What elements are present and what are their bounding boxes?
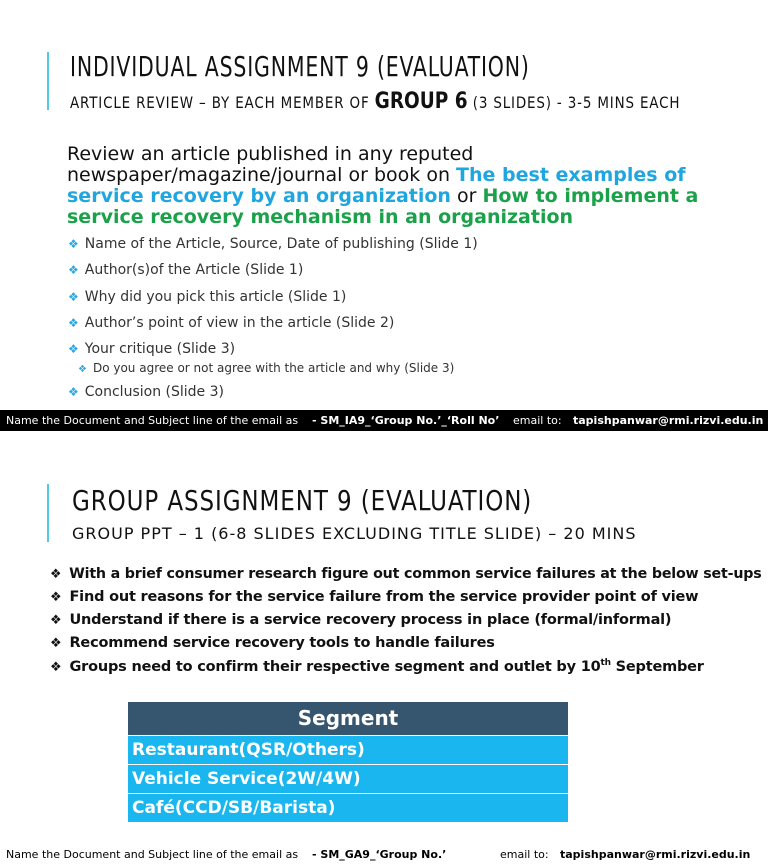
diamond-bullet-icon: ❖ (50, 590, 62, 605)
list-item (50, 635, 495, 651)
topic-option-1: The best examples of service recovery by an organization (67, 164, 686, 207)
group-number: GROUP 6 (374, 89, 468, 114)
accent-bar (47, 484, 49, 542)
list-item (68, 315, 394, 331)
slide-group-assignment (0, 434, 768, 866)
list-item-text: Find out reasons for the service failure from the service provider point of view (69, 589, 699, 605)
list-item (68, 236, 478, 252)
list-item-text: Groups need to confirm their respective segment and outlet by 10 (69, 658, 601, 675)
footer-email-label: email to: (500, 848, 549, 861)
diamond-bullet-icon: ❖ (68, 316, 79, 330)
list-item (50, 658, 704, 675)
list-item-text: With a brief consumer research figure out common service failures at the below set-ups (69, 566, 762, 582)
slide-individual-assignment (0, 0, 768, 432)
footer-email[interactable]: tapishpanwar@rmi.rizvi.edu.in (560, 848, 751, 861)
list-item-text: Understand if there is a service recovery process in place (formal/informal) (69, 612, 672, 628)
list-item-text: Author(s)of the Article (Slide 1) (84, 262, 304, 278)
accent-bar (47, 52, 49, 110)
ordinal-suffix: th (600, 658, 611, 668)
instructions-lead: Review an article published in any reputed newspaper/magazine/journal or book on (67, 143, 474, 186)
footer-bar (0, 844, 768, 865)
diamond-bullet-icon: ❖ (68, 237, 79, 251)
diamond-bullet-icon: ❖ (50, 636, 62, 651)
list-item-text: Name of the Article, Source, Date of publishing (Slide 1) (84, 236, 478, 252)
footer-email[interactable]: tapishpanwar@rmi.rizvi.edu.in (573, 414, 764, 427)
list-item-text: Conclusion (Slide 3) (84, 384, 224, 400)
diamond-bullet-icon: ❖ (68, 342, 79, 356)
list-item-text: Why did you pick this article (Slide 1) (84, 289, 347, 305)
footer-label: Name the Document and Subject line of the email as (6, 848, 299, 861)
topic-option-2: How to implement a service recovery mechanism in an organization (67, 185, 699, 228)
footer-subject-code: - SM_GA9_‘Group No.’ (312, 848, 447, 861)
diamond-bullet-icon: ❖ (50, 567, 62, 582)
list-item-text: Your critique (Slide 3) (84, 341, 236, 357)
diamond-bullet-icon: ❖ (50, 659, 62, 675)
footer-subject-code: - SM_IA9_‘Group No.’_‘Roll No’ (312, 414, 500, 427)
diamond-bullet-icon: ❖ (68, 263, 79, 277)
list-item (68, 262, 303, 278)
slide-subtitle: GROUP PPT – 1 (6-8 SLIDES EXCLUDING TITLE SLIDE) – 20 MINS (72, 524, 637, 543)
list-item (50, 589, 698, 605)
diamond-bullet-icon: ❖ (78, 364, 87, 375)
table-header: Segment (128, 702, 568, 735)
list-item (68, 384, 224, 400)
list-item (50, 566, 762, 582)
footer-bar (0, 410, 768, 431)
segment-table (128, 702, 568, 822)
slide-subtitle (70, 89, 680, 114)
list-item (68, 289, 346, 305)
list-item-text: Recommend service recovery tools to handle failures (69, 635, 495, 651)
sub-list-item-text: Do you agree or not agree with the article and why (Slide 3) (92, 361, 455, 375)
slide-title: GROUP ASSIGNMENT 9 (EVALUATION) (72, 484, 533, 517)
list-item-text: Author’s point of view in the article (Slide 2) (84, 315, 395, 331)
diamond-bullet-icon: ❖ (50, 613, 62, 628)
table-row: Restaurant(QSR/Others) (128, 735, 568, 764)
list-item-text-end: September (610, 658, 704, 675)
list-item (68, 341, 235, 357)
footer-email-label: email to: (513, 414, 562, 427)
subtitle-text: ARTICLE REVIEW – BY EACH MEMBER OF (70, 93, 375, 112)
diamond-bullet-icon: ❖ (68, 290, 79, 304)
table-row: Vehicle Service(2W/4W) (128, 764, 568, 793)
table-row: Café(CCD/SB/Barista) (128, 793, 568, 822)
diamond-bullet-icon: ❖ (68, 385, 79, 399)
sub-list-item (78, 361, 454, 375)
subtitle-text-end: (3 SLIDES) - 3-5 MINS EACH (467, 93, 681, 112)
slide-title: INDIVIDUAL ASSIGNMENT 9 (EVALUATION) (70, 50, 530, 83)
review-instructions (67, 144, 717, 228)
footer-label: Name the Document and Subject line of the email as (6, 414, 299, 427)
or-text: or (450, 185, 483, 207)
list-item (50, 612, 671, 628)
